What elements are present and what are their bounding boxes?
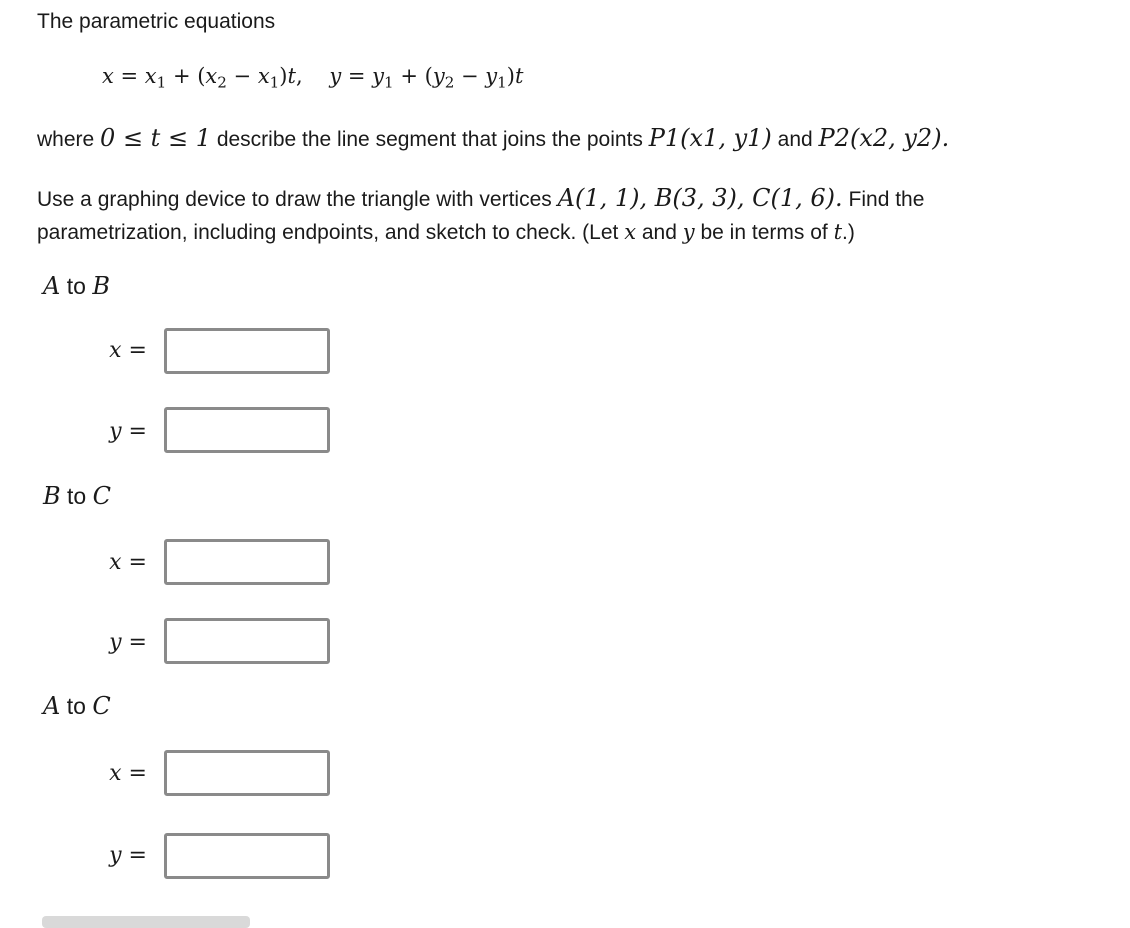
x-label-a-to-c: x = [109,761,147,786]
var-x: x [624,220,637,244]
and-word: and [777,128,813,151]
x-label-a-to-b: x = [109,338,147,363]
section-heading-a-to-b: A to B [43,272,110,300]
task-line-1 [37,184,924,212]
task-text-1: Use a graphing device to draw the triangle with vertices [37,188,552,211]
describe-text: describe the line segment that joins the points [216,128,643,151]
y-input-b-to-c[interactable] [164,618,330,664]
intro-heading: The parametric equations [37,10,276,33]
var-t: t [833,220,843,244]
submit-button-partial[interactable] [42,916,250,928]
x-input-a-to-b[interactable] [164,328,330,374]
var-y: y [682,220,695,244]
y-label-a-to-c: y = [109,843,147,868]
task-line-2 [37,220,855,245]
where-word: where [37,128,95,151]
section-heading-b-to-c: B to C [43,482,111,510]
x-input-b-to-c[interactable] [164,539,330,585]
where-sentence [37,124,949,152]
x-input-a-to-c[interactable] [164,750,330,796]
task-text-3: parametrization, including endpoints, and sketch to check. (Let [37,221,619,244]
y-label-b-to-c: y = [109,630,147,655]
y-input-a-to-c[interactable] [164,833,330,879]
task-text-5: .) [842,221,855,244]
triangle-vertices: A(1, 1), B(3, 3), C(1, 6). [557,184,843,212]
point-p2: P2(x2, y2). [818,124,950,152]
y-label-a-to-b: y = [109,419,147,444]
task-text-2: Find the [848,188,925,211]
section-heading-a-to-c: A to C [43,692,111,720]
point-p1: P1(x1, y1) [648,124,772,152]
y-input-a-to-b[interactable] [164,407,330,453]
x-label-b-to-c: x = [109,550,147,575]
t-range: 0 ≤ t ≤ 1 [100,124,211,152]
parametric-equations: $x = x_1 + (x_2 - x_1)t$, $y = y_1 + (y_2 - y_1)t$ [102,64,524,92]
task-text-4: be in terms of [700,221,828,244]
task-and: and [641,221,677,244]
